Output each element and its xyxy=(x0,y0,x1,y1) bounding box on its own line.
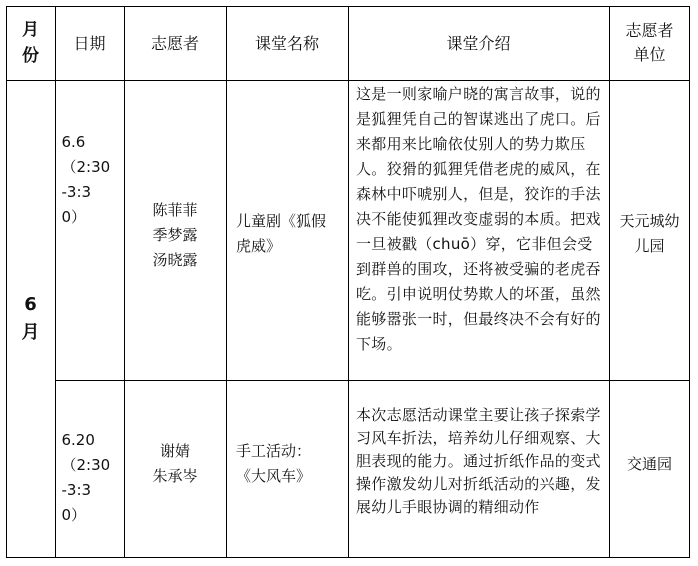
row-volunteers: 谢婧 朱承岑 xyxy=(152,442,198,485)
header-month xyxy=(6,6,55,80)
row-unit: 天元城幼 儿园 xyxy=(619,212,680,255)
month-line2: 月 xyxy=(21,322,40,343)
header-course-intro: 课堂介绍 xyxy=(446,33,511,53)
row-course-name: 手工活动： 《大风车》 xyxy=(236,442,312,485)
header-month-line2: 份 xyxy=(22,46,39,66)
row-course-name: 儿童剧《狐假 虎威》 xyxy=(236,212,327,255)
row-course-intro: 本次志愿活动课堂主要让孩子探索学习风车折法，培养幼儿仔细观察、大胆表现的能力。通过折纸作品的变式操作激发幼儿对折纸活动的兴趣，发展幼儿手眼协调的精细动作 xyxy=(356,406,601,516)
month-cell xyxy=(6,80,55,558)
row-date: 6.20 （2:30 -3:3 0） xyxy=(61,431,111,524)
header-unit-line2: 单位 xyxy=(633,45,666,64)
row-date: 6.6 （2:30 -3:3 0） xyxy=(61,133,111,226)
row-unit: 交通园 xyxy=(626,454,672,473)
header-month-line1: 月 xyxy=(22,20,39,40)
header-unit xyxy=(609,6,690,80)
month-line1: 6 xyxy=(24,294,37,315)
table-row xyxy=(55,80,124,380)
row-course-intro: 这是一则家喻户晓的寓言故事，说的是狐狸凭自己的智谋逃出了虎口。后来都用来比喻依仗别人的势力欺压人。狡猾的狐狸凭借老虎的威风，在森林中吓唬别人，但是，狡诈的手法决不能使狐狸改变虚弱的本质。把戏一旦被戳（chuō）穿，它非但会受到群兽的围攻，还将被受骗的老虎吞吃。引申说明仗势欺人的坏蛋，虽然能够嚣张一时，但最终决不会有好的下场。 xyxy=(356,85,601,353)
header-volunteer: 志愿者 xyxy=(150,33,199,53)
header-date: 日期 xyxy=(73,33,106,53)
table-row xyxy=(55,380,124,558)
row-volunteers: 陈菲菲 季梦露 汤晓露 xyxy=(152,200,198,269)
header-unit-line1: 志愿者 xyxy=(625,21,674,40)
header-course-name: 课堂名称 xyxy=(254,33,319,53)
